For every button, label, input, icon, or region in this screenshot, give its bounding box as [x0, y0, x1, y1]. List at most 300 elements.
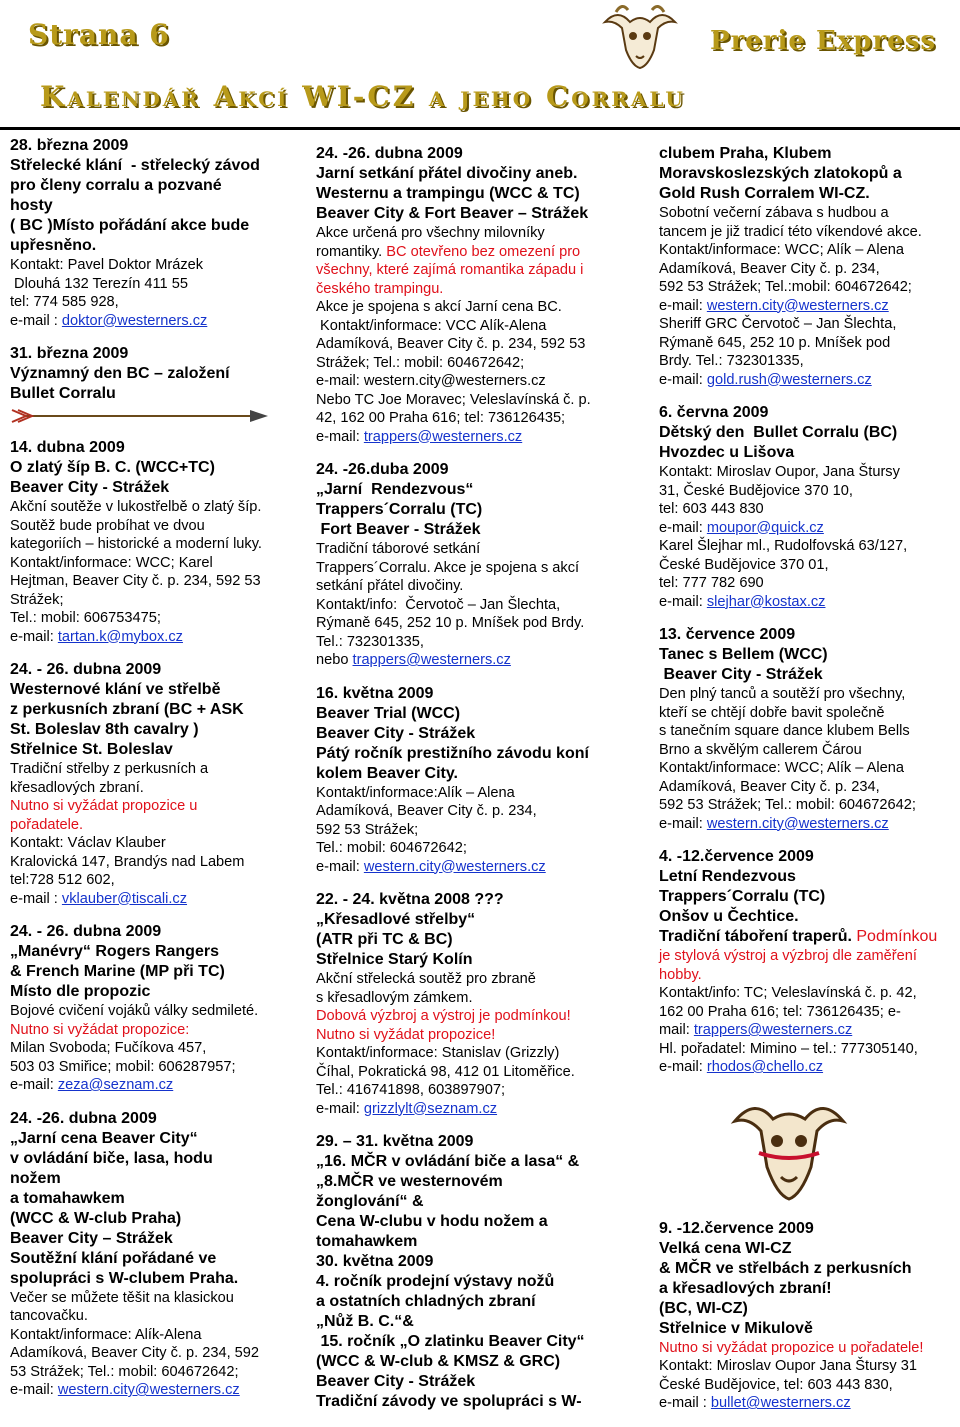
event-entry — [316, 684, 646, 877]
event-line-text: e-mail: — [316, 428, 364, 445]
event-line — [10, 680, 295, 700]
email-link[interactable]: western.city@westerners.cz — [706, 815, 889, 832]
event-line-text: České Budějovice, tel: 603 443 830, — [659, 1376, 893, 1393]
event-line-text: Střelecké klání - střelecký závod — [10, 157, 260, 174]
event-line — [10, 1289, 295, 1308]
event-line-text: Westernové klání ve střelbě — [10, 681, 221, 698]
event-line-text: e-mail: — [659, 371, 707, 388]
event-line-text: je stylová výstroj a výzbroj dle zaměření — [659, 948, 917, 964]
event-line-text: 42, 162 00 Praha 616; tel: 736126435; — [316, 410, 566, 426]
event-entry — [316, 460, 646, 670]
event-line — [10, 1381, 295, 1400]
event-line — [316, 409, 646, 428]
event-line-text: & MČR ve střelbách z perkusních — [659, 1259, 912, 1277]
event-line-text: Adamíková, Beaver City č. p. 234, 592 53 — [316, 336, 586, 352]
page-header — [0, 0, 960, 125]
event-line — [316, 1044, 646, 1063]
event-line-text: Beaver City – Strážek — [10, 1229, 173, 1247]
email-link[interactable]: trappers@westerners.cz — [693, 1022, 853, 1038]
event-line — [10, 816, 295, 835]
event-line — [10, 1189, 295, 1209]
event-line-text: Číhal, Pokratická 98, 412 01 Litoměřice. — [316, 1063, 575, 1080]
event-line-text: Strážek; Tel.: mobil: 604672642; — [316, 354, 525, 371]
event-line-text: Kontakt/informace: WCC; Alík – Alena — [659, 760, 904, 776]
event-line — [659, 796, 955, 815]
event-line-text: Beaver City & Fort Beaver – Strážek — [316, 205, 589, 222]
event-line — [316, 724, 646, 744]
event-line — [659, 574, 955, 593]
event-line-text: 592 53 Strážek; Tel.: mobil: 604672642; — [659, 797, 916, 813]
email-link[interactable]: zeza@seznam.cz — [57, 1077, 174, 1093]
event-line-text: e-mail: — [659, 297, 707, 314]
event-line-text: spolupráci s W-clubem Praha. — [10, 1269, 239, 1287]
event-line-text: hosty — [10, 197, 53, 214]
event-line-text: Kontakt/informace:Alík – Alena — [316, 784, 515, 801]
email-link[interactable]: grizzlylt@seznam.cz — [363, 1100, 498, 1117]
event-line — [659, 297, 955, 316]
event-line — [316, 1292, 646, 1312]
email-link[interactable]: western.city@westerners.cz — [57, 1382, 240, 1398]
event-line — [659, 704, 955, 723]
event-line — [659, 645, 955, 665]
event-line — [659, 204, 955, 223]
event-line — [10, 1363, 295, 1382]
event-line-text: 29. – 31. května 2009 — [316, 1133, 474, 1150]
event-line-text: „16. MČR v ovládání biče a lasa“ & — [316, 1153, 580, 1170]
event-line-text: Tel.: 732301335, — [316, 633, 424, 650]
event-line — [10, 1002, 295, 1021]
event-line-text: Trappers´Corralu (TC) — [659, 888, 826, 905]
event-line — [659, 371, 955, 390]
event-line — [10, 364, 295, 384]
event-line — [316, 520, 646, 540]
event-line — [659, 778, 955, 797]
event-line — [659, 423, 955, 443]
column-left — [10, 136, 295, 1414]
event-line-text: Kontakt: Pavel Doktor Mrázek — [10, 257, 204, 273]
event-line — [316, 1063, 646, 1082]
email-link[interactable]: trappers@westerners.cz — [352, 652, 511, 668]
event-line-text: Kontakt: Václav Klauber — [10, 835, 166, 851]
event-line — [659, 966, 955, 985]
event-entry — [659, 403, 955, 611]
event-line — [659, 241, 955, 260]
event-line — [316, 1192, 646, 1212]
event-line — [659, 500, 955, 519]
event-line-text: Beaver City - Strážek — [659, 666, 823, 683]
event-line — [659, 260, 955, 279]
event-line-text: Jarní setkání přátel divočiny aneb. — [316, 165, 578, 182]
event-line-text: České Budějovice 370 01, — [659, 556, 829, 573]
event-line-text: Tradiční táboření traperů. — [659, 928, 857, 945]
event-line — [10, 384, 295, 404]
event-line-text: romantiky. — [316, 243, 387, 260]
event-line-text: 503 03 Smiřice; mobil: 606287957; — [10, 1058, 236, 1075]
email-link[interactable]: vklauber@tiscali.cz — [61, 890, 188, 907]
event-line — [10, 256, 295, 275]
event-line — [10, 1269, 295, 1289]
event-line-text: „Nůž B. C.“& — [316, 1313, 414, 1330]
email-link[interactable]: gold.rush@westerners.cz — [706, 371, 872, 388]
event-line-text: 24. -26. dubna 2009 — [316, 145, 463, 162]
event-line — [316, 596, 646, 615]
event-line — [316, 335, 646, 354]
event-line-text: kategoriích – historické a moderní luky. — [10, 536, 262, 552]
event-line-text: Sobotní večerní zábava s hudbou a — [659, 205, 889, 221]
event-line-text: Tradiční střelby z perkusních a — [10, 761, 209, 777]
event-line — [10, 1129, 295, 1149]
event-line-text: kteří se chtějí dobře bavit společně — [659, 704, 885, 721]
event-line-text: tancem je již tradicí této víkendové akce. — [659, 223, 922, 240]
event-line — [659, 1279, 955, 1299]
event-line-text: z perkusních zbraní (BC + ASK — [10, 701, 244, 718]
event-line-text: „Manévry“ Rogers Rangers — [10, 943, 219, 960]
event-line-text: tomahawkem — [316, 1233, 418, 1250]
event-line — [316, 1152, 646, 1172]
event-line — [316, 559, 646, 578]
event-line-text: Hejtman, Beaver City č. p. 234, 592 53 — [10, 573, 261, 589]
event-line — [10, 1326, 295, 1345]
event-line — [659, 556, 955, 575]
event-line — [659, 625, 955, 645]
event-line — [316, 930, 646, 950]
event-line-text: Brno a skvělým callerem Čárou — [659, 741, 862, 758]
event-line-text: 24. - 26. dubna 2009 — [10, 923, 162, 940]
event-line-text: Milan Svoboda; Fučíkova 457, — [10, 1040, 207, 1056]
event-line-text: „Jarní Rendezvous“ — [316, 481, 474, 498]
event-line — [316, 989, 646, 1008]
event-line-text: 13. července 2009 — [659, 626, 796, 643]
event-line — [10, 1058, 295, 1077]
email-link[interactable]: bullet@westerners.cz — [710, 1395, 851, 1411]
event-line — [10, 1307, 295, 1326]
event-line-text: e-mail : — [10, 312, 62, 329]
event-line-text: Akční soutěže v lukostřelbě o zlatý šíp. — [10, 499, 262, 515]
event-line-text: 592 53 Strážek; Tel.:mobil: 604672642; — [659, 279, 912, 295]
event-line — [316, 910, 646, 930]
event-line — [10, 628, 295, 647]
event-line-text: Soutěžní klání pořádané ve — [10, 1249, 217, 1267]
event-line — [659, 815, 955, 834]
event-line-text: všechny, které zajímá romantika západu i — [316, 262, 584, 278]
event-line — [659, 1394, 955, 1413]
event-line-text: Fort Beaver - Strážek — [316, 521, 481, 538]
event-line-text: Den plný tanců a soutěží pro všechny, — [659, 686, 906, 702]
event-line-text: Cena W-clubu v hodu nožem a — [316, 1213, 548, 1230]
event-line — [10, 1344, 295, 1363]
event-line-text: Gold Rush Corralem WI-CZ. — [659, 185, 870, 202]
event-line — [316, 1332, 646, 1352]
event-line-text: hobby. — [659, 966, 702, 983]
event-line-text: 14. dubna 2009 — [10, 439, 125, 456]
event-line — [316, 354, 646, 373]
event-line — [316, 428, 646, 447]
event-line — [10, 554, 295, 573]
event-line — [659, 907, 955, 927]
event-line — [316, 243, 646, 262]
event-line — [316, 1252, 646, 1272]
event-line — [659, 1219, 955, 1239]
event-line — [10, 1039, 295, 1058]
event-line-text: e-mail : — [659, 1395, 711, 1411]
event-line-text: Letní Rendezvous — [659, 868, 796, 885]
event-line — [659, 164, 955, 184]
event-line — [659, 278, 955, 297]
event-line — [10, 700, 295, 720]
event-line-text: 6. června 2009 — [659, 404, 769, 421]
event-line — [316, 970, 646, 989]
event-entry — [659, 1219, 955, 1413]
event-line-text: Střelnice v Mikulově — [659, 1319, 813, 1337]
email-link[interactable]: rhodos@chello.cz — [706, 1059, 824, 1075]
event-line-text: Beaver City - Strážek — [316, 1373, 476, 1390]
event-line — [316, 204, 646, 224]
event-line-text: Trappers´Corralu. Akce je spojena s akcí — [316, 559, 580, 576]
event-line — [10, 275, 295, 294]
event-line-text: Adamíková, Beaver City č. p. 234, — [316, 803, 537, 819]
event-line-text: e-mail: — [659, 1059, 707, 1075]
event-line-text: 16. května 2009 — [316, 684, 434, 702]
event-line-text: a ostatních chladných zbraní — [316, 1293, 536, 1310]
event-line-text: Beaver Trial (WCC) — [316, 704, 461, 722]
email-link[interactable]: moupor@quick.cz — [706, 519, 824, 536]
event-line — [10, 458, 295, 478]
event-line-text: Brdy. Tel.: 732301335, — [659, 353, 804, 369]
event-line — [316, 633, 646, 652]
event-line-text: pořadatele. — [10, 816, 84, 833]
event-line-text: Dobová výzbroj a výstroj je podmínkou! — [316, 1008, 571, 1024]
event-line — [316, 890, 646, 910]
event-line-text: Bullet Corralu — [10, 385, 116, 402]
event-line-text: Nutno si vyžádat propozice u — [10, 798, 198, 814]
event-line-text: Westernu a trampingu (WCC & TC) — [316, 185, 580, 202]
western-club-logo-icon — [729, 1091, 849, 1211]
event-line-text: Kontakt/informace: WCC; Alík – Alena — [659, 242, 904, 258]
event-line-text: (ATR při TC & BC) — [316, 931, 453, 948]
event-line — [316, 460, 646, 480]
event-line — [10, 942, 295, 962]
event-line — [659, 1021, 955, 1040]
event-line — [10, 312, 295, 331]
event-line — [10, 740, 295, 760]
event-line-text: Tradiční táborové setkání — [316, 541, 481, 557]
event-line — [659, 1339, 955, 1358]
event-entry — [10, 660, 295, 908]
event-line-text: Soutěž bude probíhat ve dvou — [10, 517, 205, 534]
event-line-text: Sheriff GRC Červotoč – Jan Šlechta, — [659, 316, 897, 332]
event-line — [10, 1169, 295, 1189]
event-line-note: Podmínkou — [856, 928, 938, 945]
event-line — [316, 1232, 646, 1252]
event-line-text: Bojové cvičení vojáků války sedmileté. — [10, 1003, 259, 1019]
event-entry — [10, 1109, 295, 1400]
email-link[interactable]: tartan.k@mybox.cz — [57, 628, 183, 645]
email-link[interactable]: slejhar@kostax.cz — [706, 593, 826, 610]
event-line-text: 31. března 2009 — [10, 345, 129, 362]
event-line — [10, 293, 295, 312]
event-line-text: Tel.: mobil: 606753475; — [10, 610, 161, 626]
event-line-text: Tel.: mobil: 604672642; — [316, 840, 467, 856]
event-line — [659, 593, 955, 612]
event-line-text: Moravskoslezských zlatokopů a — [659, 165, 902, 182]
event-line-text: kolem Beaver City. — [316, 764, 458, 782]
event-line-text: St. Boleslav 8th cavalry ) — [10, 721, 199, 738]
event-line-text: 31, České Budějovice 370 10, — [659, 482, 853, 499]
event-line-text: e-mail: western.city@westerners.cz — [316, 373, 546, 389]
event-line-text: Významný den BC – založení — [10, 365, 230, 382]
event-line — [659, 927, 955, 947]
event-line — [316, 784, 646, 803]
event-line — [316, 839, 646, 858]
event-line — [316, 280, 646, 299]
event-line — [316, 614, 646, 633]
event-line — [659, 1319, 955, 1339]
event-line-text: Večer se můžete těšit na klasickou — [10, 1289, 234, 1306]
event-line-text: upřesněno. — [10, 237, 97, 254]
event-line — [316, 1132, 646, 1152]
event-line-text: e-mail: — [659, 593, 707, 610]
event-line-text: 592 53 Strážek; — [316, 821, 419, 838]
event-line-text: Beaver City - Strážek — [10, 479, 170, 496]
event-line — [659, 223, 955, 242]
event-entry — [10, 438, 295, 646]
column-middle — [316, 144, 646, 1426]
event-line-text: Střelnice Starý Kolín — [316, 951, 473, 968]
event-line — [316, 1212, 646, 1232]
event-line — [316, 1392, 646, 1412]
event-line — [659, 947, 955, 966]
event-line — [10, 1209, 295, 1229]
event-line — [659, 685, 955, 704]
event-line-text: O zlatý šíp B. C. (WCC+TC) — [10, 459, 215, 476]
event-line-text: Akce určená pro všechny milovníky — [316, 225, 545, 241]
event-line — [316, 1272, 646, 1292]
event-line — [316, 1372, 646, 1392]
event-line-text: setkání přátel divočiny. — [316, 578, 464, 594]
event-line-text: a křesadlových zbraní! — [659, 1279, 832, 1297]
event-line-text: Tradiční závody ve spolupráci s W- — [316, 1393, 582, 1410]
event-line-text: s tanečním square dance klubem Bells — [659, 723, 910, 739]
event-line — [316, 802, 646, 821]
event-line — [316, 684, 646, 704]
event-line — [316, 500, 646, 520]
event-line-text: Onšov u Čechtice. — [659, 908, 799, 925]
event-line-text: ( BC )Místo pořádání akce bude — [10, 217, 250, 234]
event-line — [316, 298, 646, 317]
event-line — [659, 665, 955, 685]
event-line-text: 28. března 2009 — [10, 137, 129, 154]
email-link[interactable]: doktor@westerners.cz — [61, 312, 208, 329]
event-line-text: „8.MČR ve westernovém — [316, 1173, 503, 1190]
email-link[interactable]: western.city@westerners.cz — [363, 858, 546, 875]
event-line — [659, 443, 955, 463]
event-line — [659, 334, 955, 353]
page-number: Strana 6 — [28, 18, 170, 51]
event-entry — [316, 144, 646, 446]
event-line — [316, 1007, 646, 1026]
event-line — [10, 834, 295, 853]
email-link[interactable]: trappers@westerners.cz — [363, 428, 523, 445]
event-line-text: 9. -12.července 2009 — [659, 1219, 814, 1237]
event-line-text: Adamíková, Beaver City č. p. 234, 592 — [10, 1345, 260, 1361]
event-line-text: „Jarní cena Beaver City“ — [10, 1129, 198, 1147]
event-line — [10, 871, 295, 890]
event-line-text: nebo — [316, 652, 353, 668]
event-line-text: Velká cena WI-CZ — [659, 1239, 792, 1257]
event-line — [10, 136, 295, 156]
event-line — [10, 591, 295, 610]
event-line — [316, 577, 646, 596]
event-line — [10, 1249, 295, 1269]
event-line — [10, 498, 295, 517]
event-line — [316, 317, 646, 336]
event-line-text: Nutno si vyžádat propozice: — [10, 1021, 190, 1038]
event-line-text: (WCC & W-club Praha) — [10, 1209, 182, 1227]
event-line-text: českého trampingu. — [316, 280, 444, 297]
event-line — [10, 760, 295, 779]
event-entry — [316, 890, 646, 1118]
event-line — [659, 1239, 955, 1259]
event-line-text: křesadlových zbraní. — [10, 779, 144, 796]
event-line-text: tel:728 512 602, — [10, 872, 115, 888]
event-line-text: Kontakt/informace: VCC Alík-Alena — [316, 317, 547, 334]
event-line-text: Kontakt: Miroslav Oupor, Jana Štursy — [659, 464, 900, 480]
event-line-text: clubem Praha, Klubem — [659, 145, 832, 162]
event-line-text: nožem — [10, 1169, 61, 1187]
event-line-text: e-mail : — [10, 890, 62, 907]
event-line-text: Adamíková, Beaver City č. p. 234, — [659, 260, 880, 277]
event-line-text: Akce je spojena s akcí Jarní cena BC. — [316, 299, 562, 315]
event-line-text: Pátý ročník prestižního závodu koní — [316, 744, 589, 762]
event-line-text: 24. -26. dubna 2009 — [10, 1109, 157, 1127]
event-entry — [316, 1132, 646, 1412]
event-line — [316, 391, 646, 410]
event-line — [10, 922, 295, 942]
event-line-text: Rýmaně 645, 252 10 p. Mníšek pod — [659, 334, 891, 351]
event-line — [10, 609, 295, 628]
event-line — [10, 438, 295, 458]
event-line-text: mail: — [659, 1022, 694, 1038]
event-line-text: tancovačku. — [10, 1308, 88, 1324]
event-line-text: Karel Šlejhar ml., Rudolfovská 63/127, — [659, 538, 908, 554]
event-line — [10, 236, 295, 256]
event-line-text: Kralovická 147, Brandýs nad Labem — [10, 853, 245, 870]
event-line — [659, 352, 955, 371]
event-line — [659, 867, 955, 887]
event-entry — [10, 922, 295, 1095]
event-line — [316, 1312, 646, 1332]
event-line-text: e-mail: — [10, 628, 58, 645]
arrow-icon — [10, 408, 270, 424]
event-line-text: a tomahawkem — [10, 1189, 125, 1207]
event-line — [316, 1026, 646, 1045]
event-line — [10, 517, 295, 536]
event-line — [659, 1003, 955, 1022]
event-line — [659, 847, 955, 867]
event-line-text: 30. května 2009 — [316, 1253, 434, 1270]
event-line — [659, 403, 955, 423]
event-line — [659, 741, 955, 760]
event-line-text: Dětský den Bullet Corralu (BC) — [659, 424, 898, 441]
event-line — [10, 1149, 295, 1169]
event-line-text: e-mail: — [316, 858, 364, 875]
event-line-text: žonglování“ & — [316, 1193, 424, 1210]
event-entry — [10, 344, 295, 424]
event-line — [316, 372, 646, 391]
event-line-text: Akční střelecká soutěž pro zbraně — [316, 971, 536, 987]
email-link[interactable]: western.city@westerners.cz — [706, 297, 889, 314]
event-line-text: 4. -12.července 2009 — [659, 848, 814, 865]
